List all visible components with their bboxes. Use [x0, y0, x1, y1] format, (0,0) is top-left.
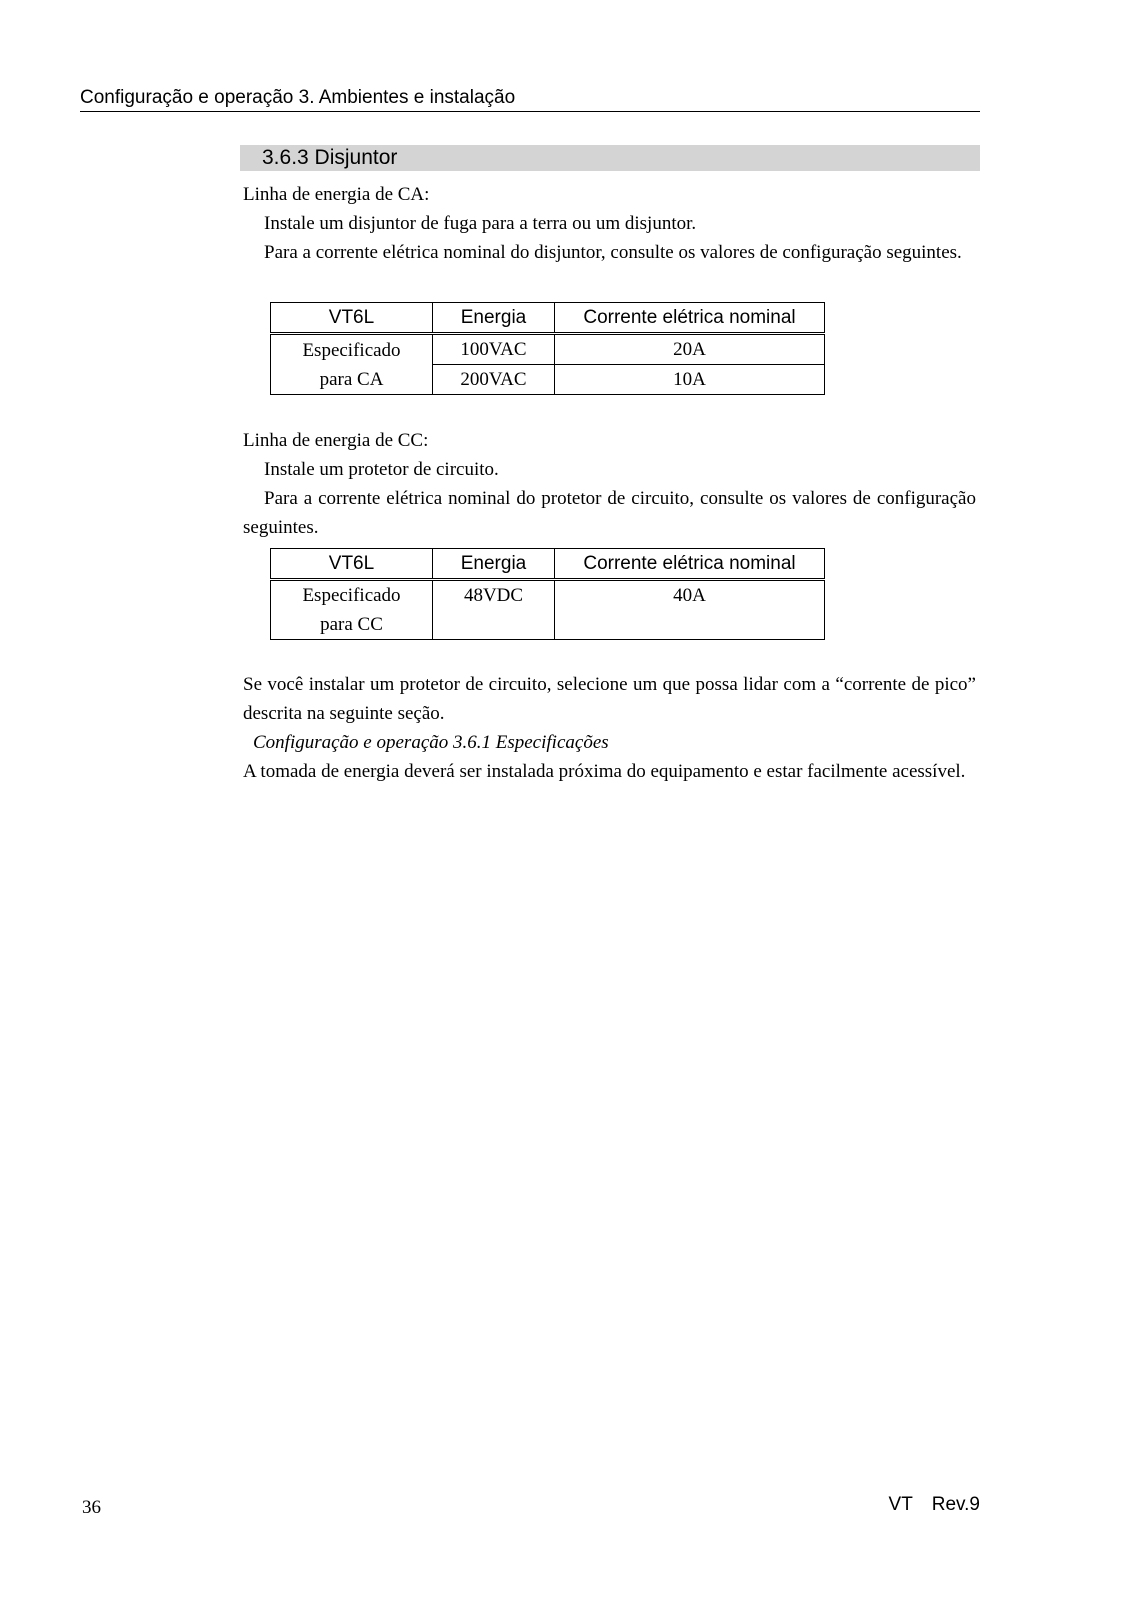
cross-reference: Configuração e operação 3.6.1 Especificações: [253, 732, 609, 753]
energia-cell: 100VAC: [433, 334, 555, 365]
revision-label: VT Rev.9: [888, 1494, 980, 1515]
dc-rating-table: [270, 548, 825, 640]
header-energia: Energia: [433, 549, 555, 580]
corrente-cell: 20A: [555, 334, 825, 365]
page-number: 36: [82, 1497, 101, 1518]
corrente-cell: 40A: [555, 580, 825, 640]
table-row: [271, 580, 825, 640]
header-vt6l: VT6L: [271, 549, 433, 580]
ac-rating-note: Para a corrente elétrica nominal do disjuntor, consulte os valores de configuração seguintes.: [264, 242, 962, 263]
table-row: [271, 334, 825, 365]
dc-heading: Linha de energia de CC:: [243, 430, 429, 451]
table-header-row: [271, 549, 825, 580]
energia-cell: 200VAC: [433, 365, 555, 395]
page-header: Configuração e operação 3. Ambientes e instalação: [80, 86, 980, 112]
surge-current-note: Se você instalar um protetor de circuito, selecione um que possa lidar com a “corrente de pico” descrita na seguinte seção.: [243, 674, 976, 724]
header-corrente: Corrente elétrica nominal: [555, 303, 825, 334]
spec-cell: [271, 580, 433, 640]
table-header-row: [271, 303, 825, 334]
ac-rating-table: [270, 302, 825, 395]
spec-cell: [271, 334, 433, 395]
dc-rating-note: Para a corrente elétrica nominal do protetor de circuito, consulte os valores de configuração seguintes.: [243, 488, 976, 538]
energia-cell: 48VDC: [433, 580, 555, 640]
dc-instruction: Instale um protetor de circuito.: [264, 459, 499, 480]
ac-heading: Linha de energia de CA:: [243, 184, 430, 205]
spec-line: para CC: [320, 614, 383, 635]
spec-line: Especificado: [302, 585, 401, 606]
spec-line: para CA: [319, 368, 384, 390]
outlet-note: A tomada de energia deverá ser instalada próxima do equipamento e estar facilmente acessível.: [243, 761, 966, 782]
spec-line: Especificado: [302, 339, 401, 361]
header-corrente: Corrente elétrica nominal: [555, 549, 825, 580]
header-energia: Energia: [433, 303, 555, 334]
section-title: 3.6.3 Disjuntor: [262, 146, 398, 169]
header-vt6l: VT6L: [271, 303, 433, 334]
ac-instruction: Instale um disjuntor de fuga para a terra ou um disjuntor.: [264, 213, 697, 234]
corrente-cell: 10A: [555, 365, 825, 395]
